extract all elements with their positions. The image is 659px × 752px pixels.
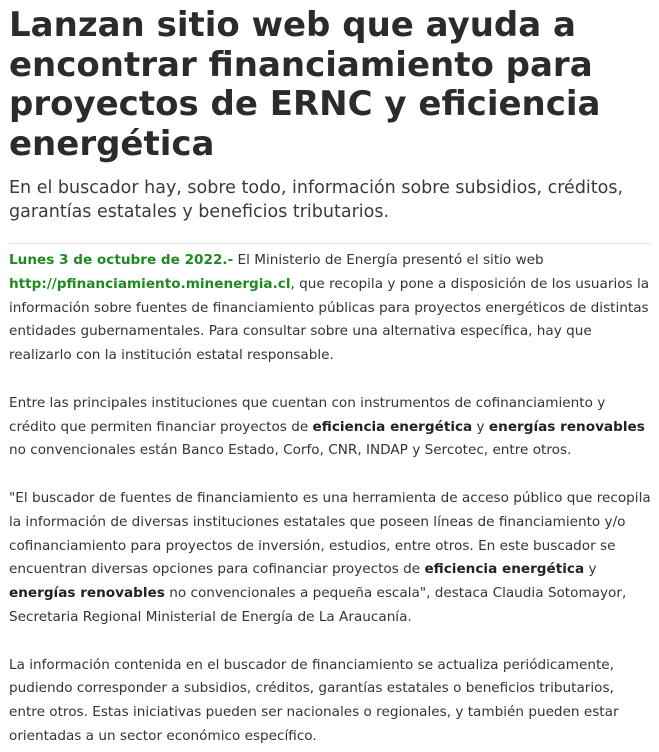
keyword-eficiencia: eficiencia energética — [312, 418, 473, 435]
article-title: Lanzan sitio web que ayuda a encontrar financiamiento para proyectos de ERNC y eficiencia energética — [9, 5, 601, 164]
paragraph-2 — [9, 392, 651, 463]
paragraph-1-text-b: , que recopila y pone a disposición de los usuarios la información sobre fuentes de financiamiento públicas para proyectos energéticos de distintas entidades gubernamentales. Para consultar sobre una alternativa específica, hay que realizarlo con la institución estatal responsable. — [9, 275, 650, 364]
keyword-eficiencia: eficiencia energética — [424, 561, 585, 578]
paragraph-2-text-a: Entre las principales instituciones que cuentan con instrumentos de cofinanciamiento y crédito que permiten financiar proyectos de — [9, 394, 606, 435]
paragraph-3-text-c: no convencionales a pequeña escala", destaca Claudia Sotomayor, Secretaria Regional Ministerial de Energía de La Araucanía. — [9, 585, 627, 625]
paragraph-4: La información contenida en el buscador de financiamiento se actualiza periódicamente, pudiendo corresponder a subsidios, créditos, garantías estatales o beneficios tributarios, entre otros. Estas iniciativas pueden ser nacionales o regionales, y también pueden estar orientadas a un sector económico específico. — [9, 656, 619, 744]
paragraph-2-text-c: no convencionales están Banco Estado, Corfo, CNR, INDAP y Sercotec, entre otros. — [9, 442, 572, 459]
website-link[interactable]: http://pfinanciamiento.minenergia.cl — [9, 275, 291, 292]
paragraph-3-text-b: y — [584, 561, 597, 578]
article-body — [9, 249, 651, 749]
dateline: Lunes 3 de octubre de 2022.- — [9, 252, 234, 268]
divider — [9, 243, 651, 244]
article-subtitle: En el buscador hay, sobre todo, información sobre subsidios, créditos, garantías estatales y beneficios tributarios. — [9, 178, 624, 222]
paragraph-1-text-a: El Ministerio de Energía presentó el sitio web — [233, 252, 544, 268]
paragraph-1 — [9, 249, 651, 368]
keyword-renovables: energías renovables — [9, 585, 165, 602]
paragraph-3 — [9, 487, 651, 630]
paragraph-2-text-b: y — [472, 418, 489, 435]
paragraph-3-text-a: "El buscador de fuentes de financiamiento es una herramienta de acceso público que recopila la información de diversas instituciones estatales que poseen líneas de financiamiento y/o cofinanciamiento para proyectos de inversión, estudios, entre otros. En este buscador se encuentran diversas opciones para cofinanciar proyectos de — [9, 489, 651, 578]
keyword-renovables: energías renovables — [488, 418, 645, 435]
